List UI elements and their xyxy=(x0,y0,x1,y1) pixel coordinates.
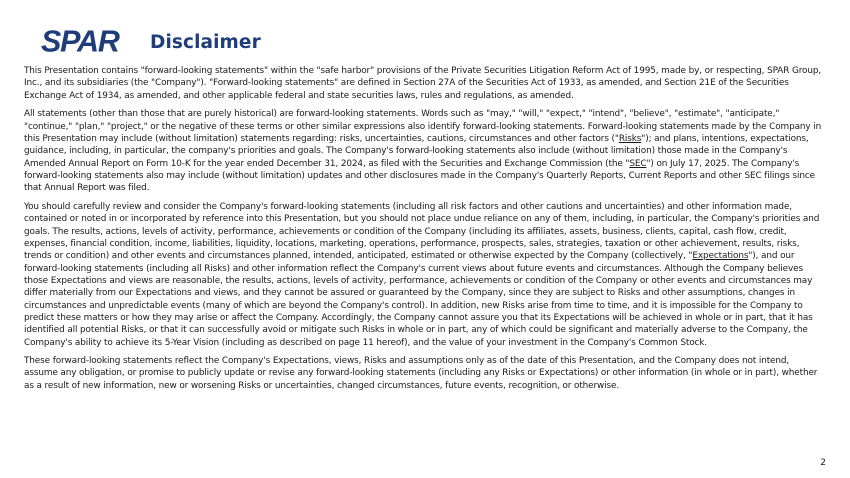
logo-text: SPAR xyxy=(41,26,119,56)
paragraph-text: You should carefully review and consider the Company's forward-looking statements (including all risk factors and other cautions and uncertainties) and other information made, contained or noted in or incorporated by reference into this Presentation, but you should not place undue reliance on any of them, including, in particular, the Company's priorities and goals. The results, actions, levels of activity, performance, achievements or condition of the Company (including its affiliates, assets, business, clients, capital, cash flow, credit, expenses, financial condition, income, liabilities, liquidity, locations, marketing, operations, performance, prospects, sales, strategies, taxation or other achievement, results, risks, trends or condition) and other events and circumstances planned, intended, anticipated, estimated or otherwise expected by the Company (collectively, " xyxy=(24,201,820,262)
page-title: Disclaimer xyxy=(150,31,261,53)
header xyxy=(40,24,261,58)
paragraph-no-update-obligation xyxy=(24,355,824,392)
defined-term-risks: Risks xyxy=(618,133,642,144)
defined-term-sec: SEC xyxy=(629,158,647,169)
paragraph-review-expectations xyxy=(24,201,824,349)
paragraph-text: "); and plans, intentions, expectations, guidance, including, in particular, the company's priorities and goals. The Company's forward-looking statements also include (without limitation) those made in the Company's Amended Annual Report on Form 10-K for the year ended December 31, 2024, as filed with the Securities and Exchange Commission (the " xyxy=(24,133,809,169)
paragraph-text: ") on July 17, 2025. The Company's forward-looking statements also may include (without limitation) updates and other disclosures made in the Company's Quarterly Reports, Current Reports and other SEC filings since that Annual Report was filed. xyxy=(24,158,815,194)
paragraph-text: This Presentation contains "forward-looking statements" within the "safe harbor" provisions of the Private Securities Litigation Reform Act of 1995, made by, or respecting, SPAR Group, Inc., and its subsidiaries (the "Company"). "Forward-looking statements" are defined in Section 27A of the Securities Act of 1933, as amended, and Section 21E of the Securities Exchange Act of 1934, as amended, and other applicable federal and state securities laws, rules and regulations, as amended. xyxy=(24,66,822,101)
paragraph-text: These forward-looking statements reflect the Company's Expectations, views, Risks and assumptions only as of the date of this Presentation, and the Company does not intend, assume any obligation, or promise to publicly update or revise any forward-looking statements (including any Risks or Expectations) or other information (in whole or in part), whether as a result of new information, new or worsening Risks or uncertainties, changed circumstances, future events, recognition, or otherwise. xyxy=(24,356,818,391)
page-number: 2 xyxy=(820,458,826,468)
disclaimer-body xyxy=(24,65,824,398)
paragraph-safe-harbor xyxy=(24,65,824,102)
spar-logo xyxy=(40,26,128,56)
paragraph-text: All statements (other than those that are purely historical) are forward-looking statements. Words such as "may," "will," "expect," "intend", "believe", "estimate", "anticipate," "continue," "plan," "project," or the negative of these terms or other similar expressions also identify forward-looking statements. Forward-looking statements made by the Company in this Presentation may include (without limitation) statements regarding: risks, uncertainties, cautions, circumstances and other factors (" xyxy=(24,109,822,144)
defined-term-expectations: Expectations xyxy=(692,251,749,262)
paragraph-forward-looking-definition xyxy=(24,108,824,194)
paragraph-text: "), and our forward-looking statements (including all Risks) and other information reflect the Company's current views about future events and circumstances. Although the Company believes those Expectations and views are reasonable, the results, actions, levels of activity, performance, achievements or condition of the Company or other events and circumstances may differ materially from our Expectations and views, and they cannot be assured or guaranteed by the Company, since they are subject to Risks and other assumptions, changes in circumstances and unpredictable events (many of which are beyond the Company's control). In addition, new Risks arise from time to time, and it is impossible for the Company to predict these matters or how they may arise or affect the Company. Accordingly, the Company cannot assure you that its Expectations will be achieved in whole or in part, that it has identified all potential Risks, or that it can successfully avoid or mitigate such Risks in whole or in part, any of which could be significant and materially adverse to the Company, the Company's ability to achieve its 5-Year Vision (including as described on page 11 hereof), and the value of your investment in the Company's Common Stock. xyxy=(24,251,813,348)
